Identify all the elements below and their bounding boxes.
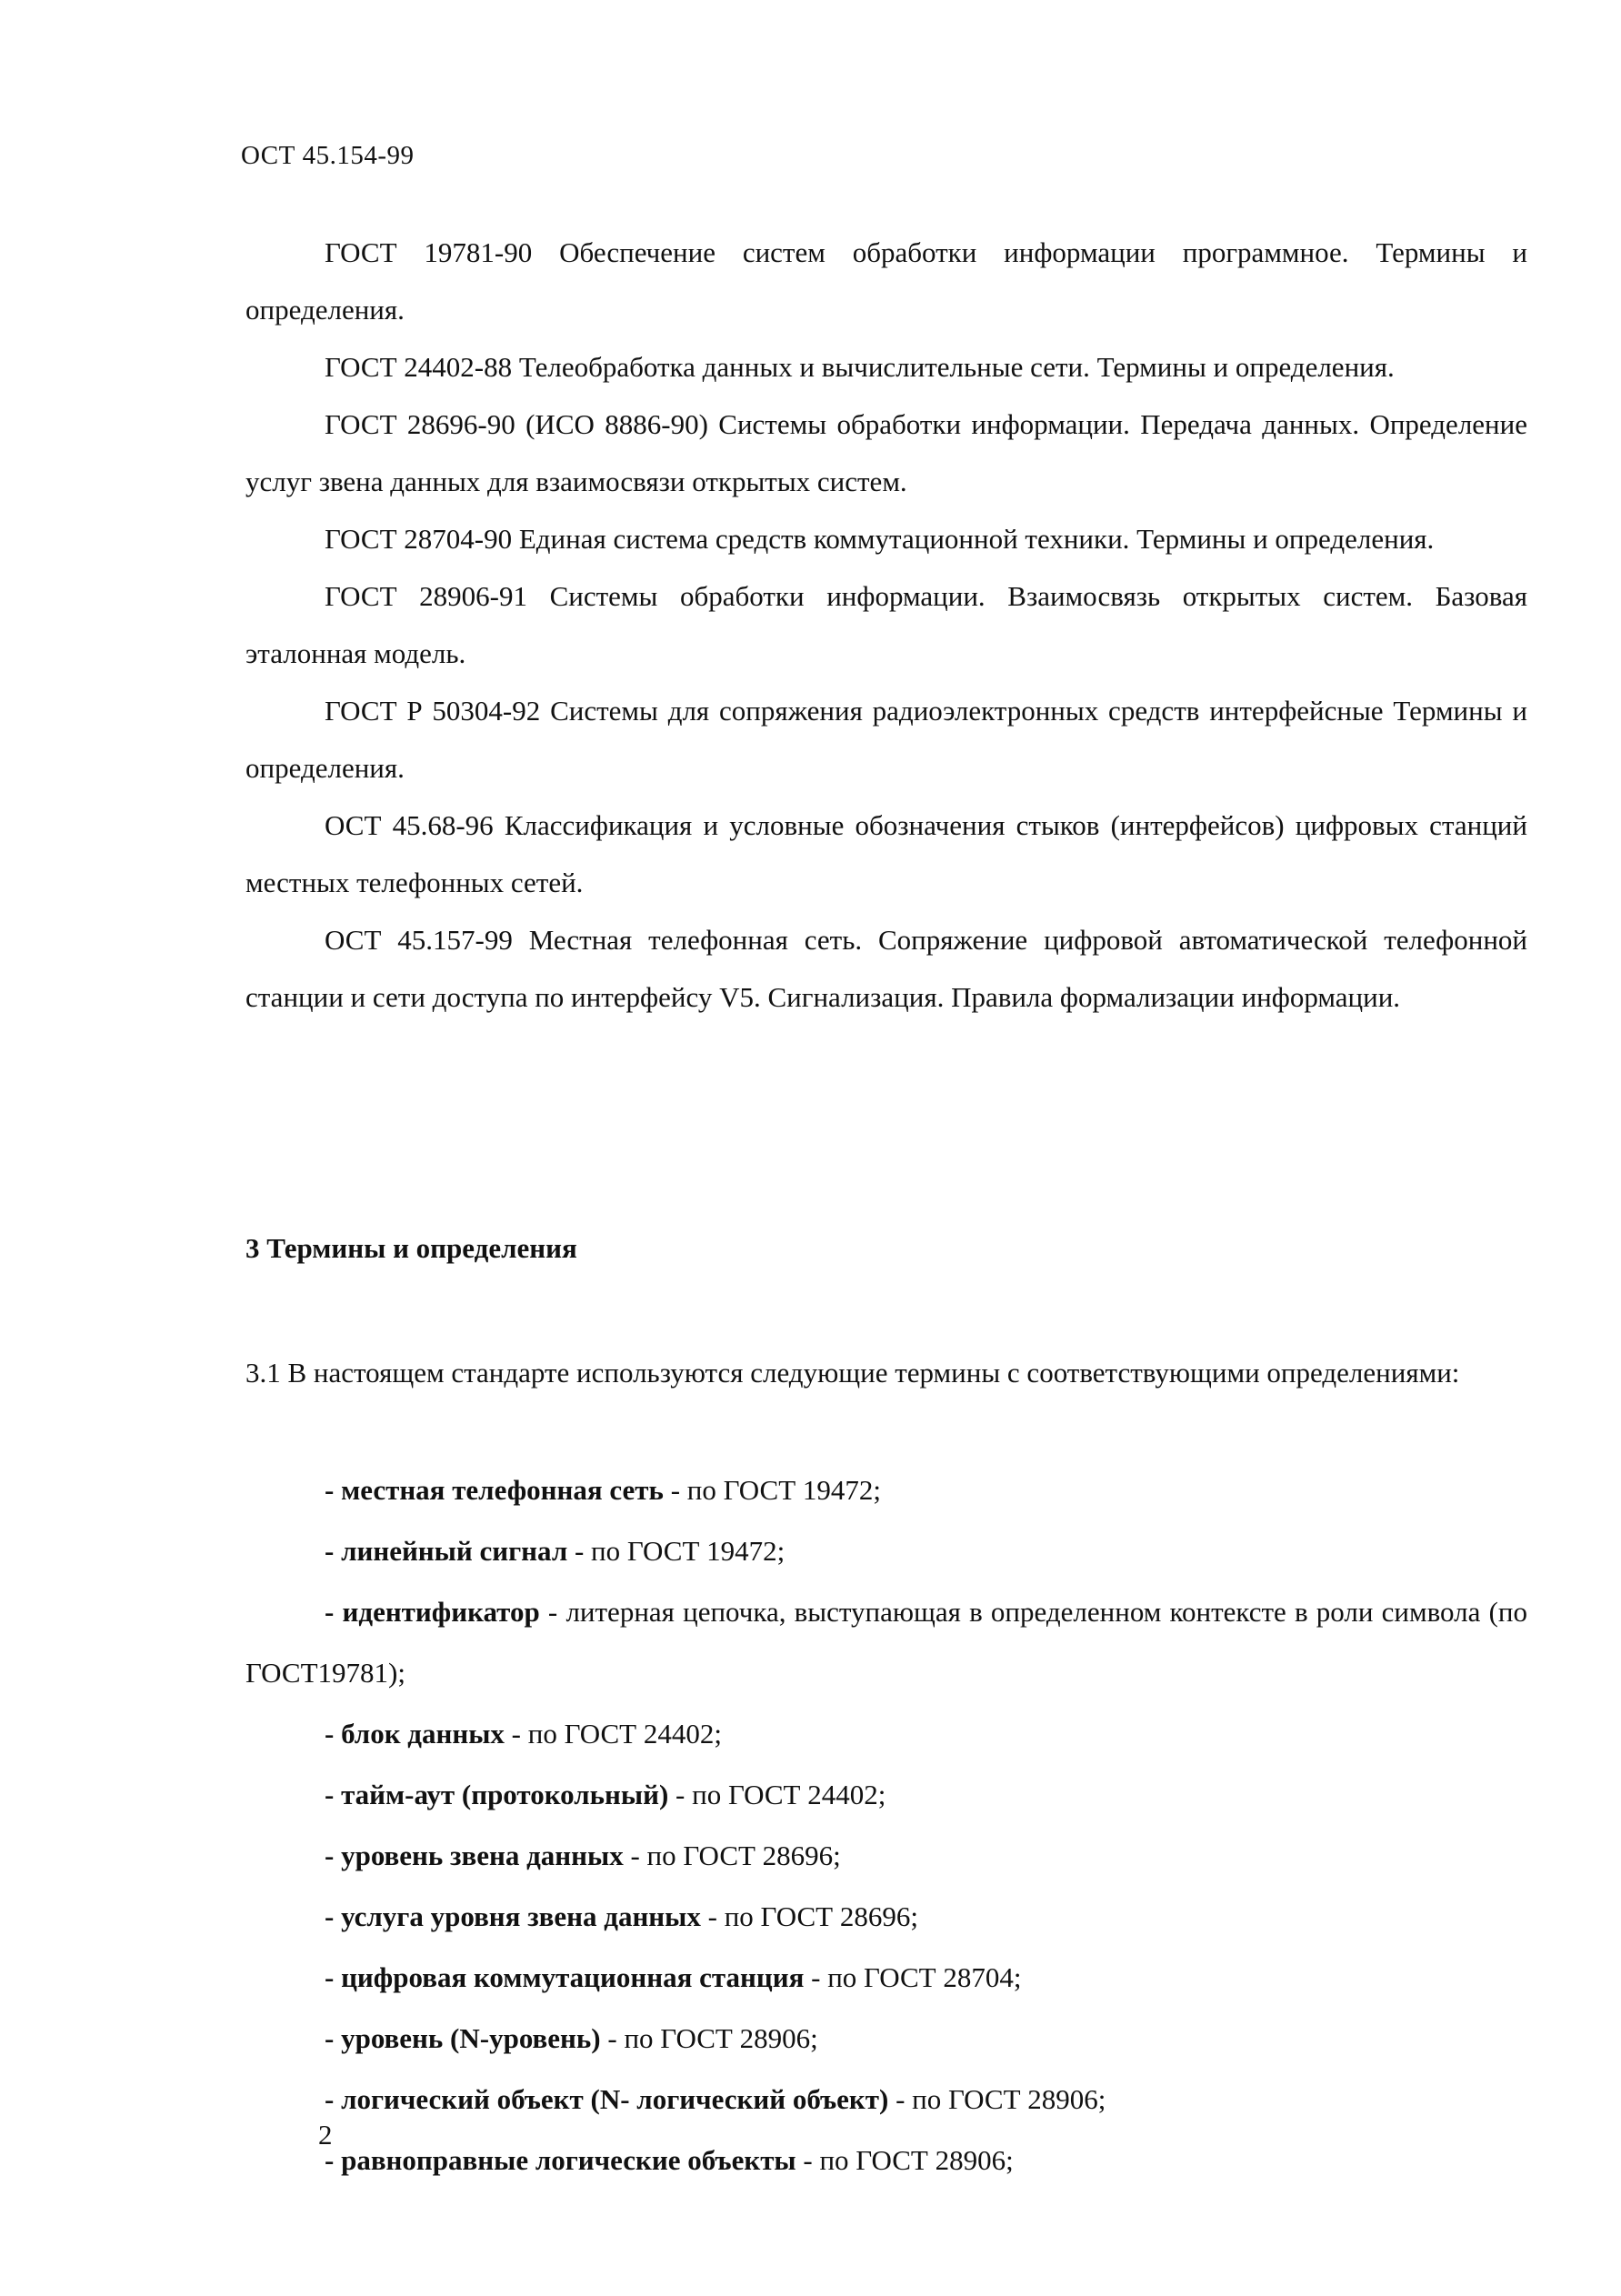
term-name: - уровень (N-уровень) <box>325 2022 601 2054</box>
term-item <box>245 2008 1527 2069</box>
term-definition: - по ГОСТ 28906; <box>795 2144 1014 2176</box>
term-name: - линейный сигнал <box>325 1535 568 1567</box>
reference-item: ОСТ 45.157-99 Местная телефонная сеть. Сопряжение цифровой автоматической телефонной станции и сети доступа по интерфейсу V5. Сигнализация. Правила формализации информации. <box>245 924 1527 1013</box>
term-name: - блок данных <box>325 1718 505 1750</box>
term-item <box>245 1886 1527 1947</box>
term-definition: - по ГОСТ 28906; <box>600 2022 818 2054</box>
term-item <box>245 1764 1527 1825</box>
normative-references <box>245 224 1527 1026</box>
term-definition: - по ГОСТ 28704; <box>804 1961 1022 1993</box>
term-item <box>245 2069 1527 2130</box>
term-name: - идентификатор <box>325 1596 540 1628</box>
term-item <box>245 1520 1527 1581</box>
term-name: - уровень звена данных <box>325 1840 624 1871</box>
term-definition: - по ГОСТ 28696; <box>700 1900 918 1932</box>
term-name: - цифровая коммутационная станция <box>325 1961 805 1993</box>
term-item <box>245 1703 1527 1764</box>
page-number: 2 <box>318 2119 333 2151</box>
term-definition: - литерная цепочка, выступающая в определенном контексте в роли символа (по ГОСТ19781); <box>245 1596 1527 1689</box>
reference-item: ГОСТ 19781-90 Обеспечение систем обработки информации программное. Термины и определения. <box>245 236 1527 326</box>
reference-item: ОСТ 45.68-96 Классификация и условные обозначения стыков (интерфейсов) цифровых станций местных телефонных сетей. <box>245 809 1527 898</box>
term-definition: - по ГОСТ 19472; <box>567 1535 785 1567</box>
term-name: - местная телефонная сеть <box>325 1474 664 1506</box>
term-item <box>245 1825 1527 1886</box>
reference-item: ГОСТ 24402-88 Телеобработка данных и вычислительные сети. Термины и определения. <box>325 351 1395 383</box>
reference-item: ГОСТ Р 50304-92 Системы для сопряжения радиоэлектронных средств интерфейсные Термины и определения. <box>245 695 1527 784</box>
document-code-header: ОСТ 45.154-99 <box>241 141 415 170</box>
term-definition: - по ГОСТ 24402; <box>504 1718 722 1750</box>
term-item <box>245 1947 1527 2008</box>
section-heading: 3 Термины и определения <box>245 1232 577 1264</box>
terms-list <box>245 1459 1527 2191</box>
term-name: - равноправные логические объекты <box>325 2144 796 2176</box>
reference-item: ГОСТ 28696-90 (ИСО 8886-90) Системы обработки информации. Передача данных. Определение услуг звена данных для взаимосвязи открытых систем. <box>245 408 1527 497</box>
term-definition: - по ГОСТ 24402; <box>668 1779 886 1810</box>
section-intro-paragraph: 3.1 В настоящем стандарте используются следующие термины с соответствующими определениями: <box>245 1357 1460 1389</box>
term-name: - логический объект (N- логический объект) <box>325 2083 889 2115</box>
reference-item: ГОСТ 28704-90 Единая система средств коммутационной техники. Термины и определения. <box>325 523 1435 555</box>
term-item <box>245 1459 1527 1520</box>
term-definition: - по ГОСТ 28696; <box>623 1840 841 1871</box>
term-name: - тайм-аут (протокольный) <box>325 1779 669 1810</box>
term-definition: - по ГОСТ 19472; <box>663 1474 881 1506</box>
term-name: - услуга уровня звена данных <box>325 1900 701 1932</box>
term-item <box>245 1581 1527 1703</box>
reference-item: ГОСТ 28906-91 Системы обработки информации. Взаимосвязь открытых систем. Базовая эталонная модель. <box>245 580 1527 669</box>
term-item <box>245 2130 1527 2191</box>
term-definition: - по ГОСТ 28906; <box>888 2083 1106 2115</box>
